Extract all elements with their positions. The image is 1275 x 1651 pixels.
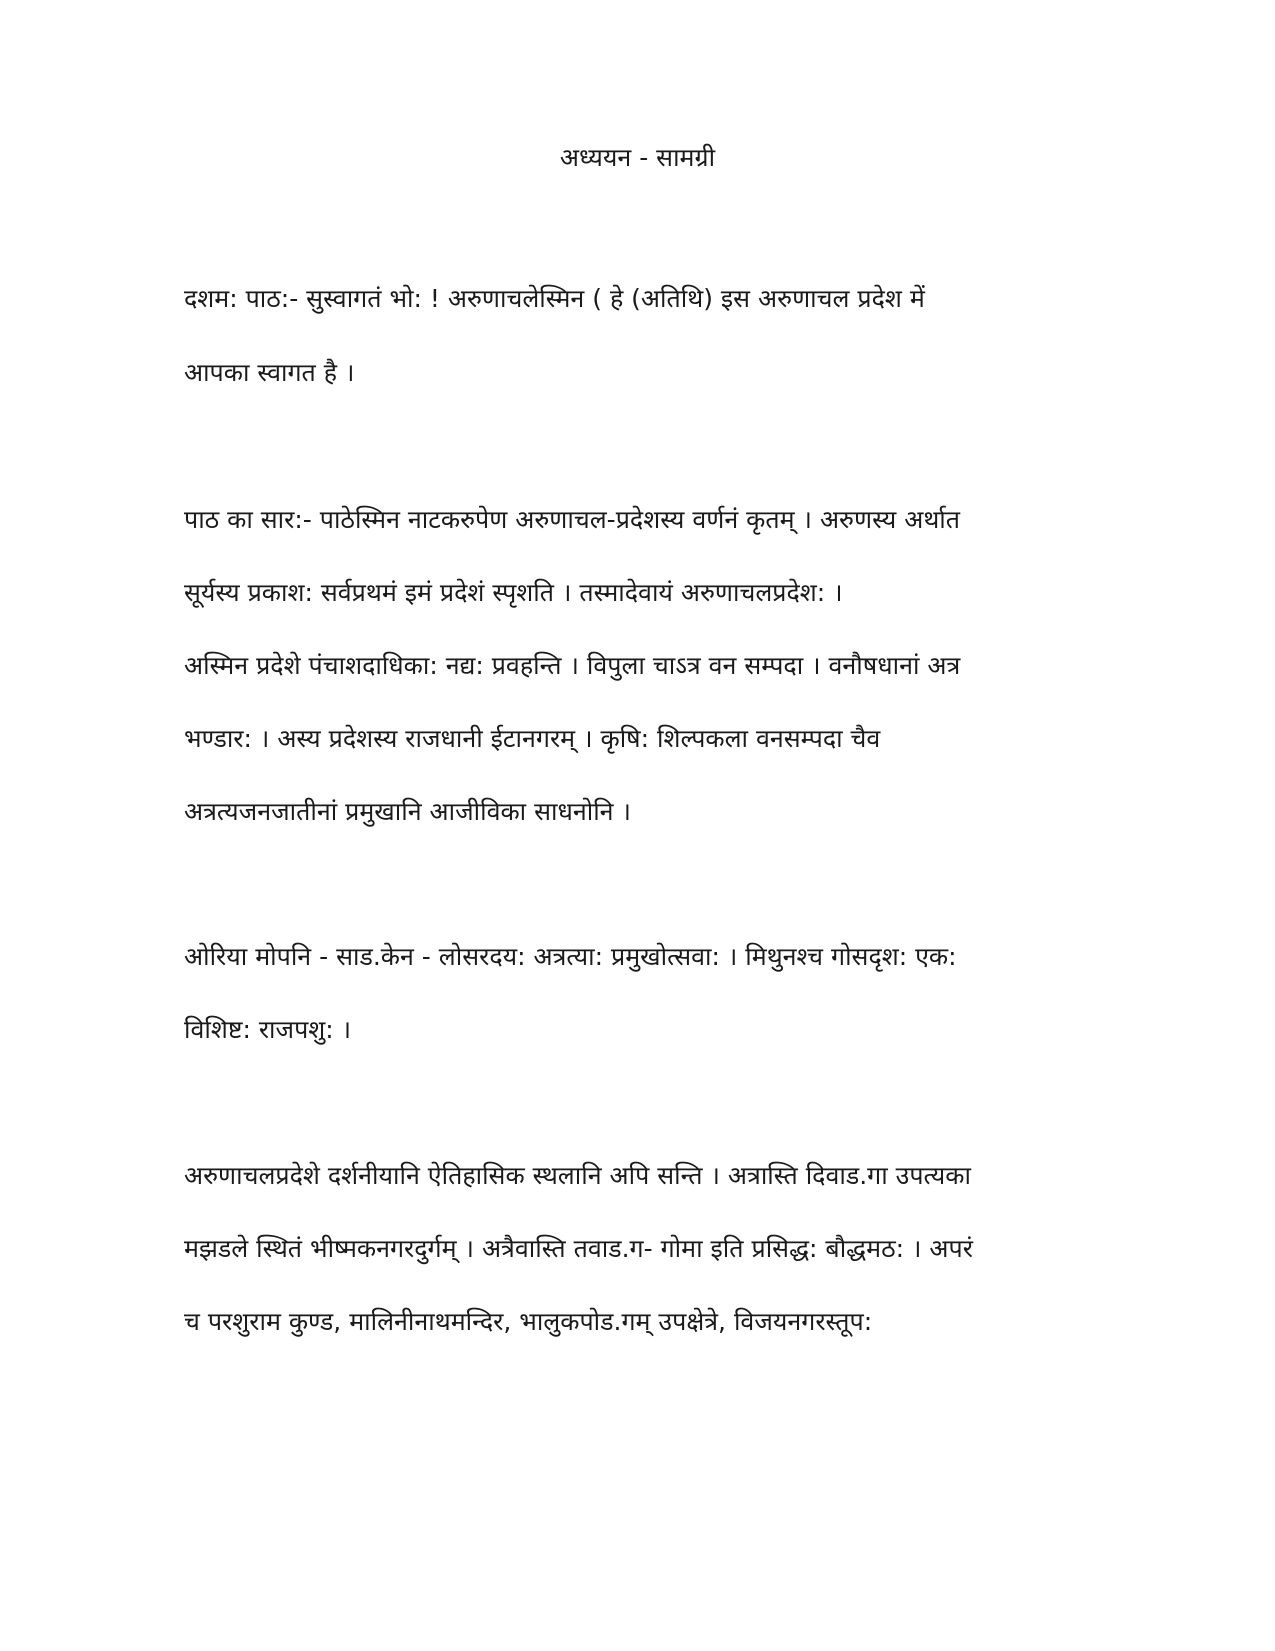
paragraph-2-line-4: भण्डार: । अस्य प्रदेशस्य राजधानी ईटानगरम् । कृषि: शिल्पकला वनसम्पदा चैव	[184, 724, 881, 753]
paragraph-4-line-2: मझडले स्थितं भीष्मकनगरदुर्गम् । अत्रैवास्ति तवाड.ग- गोमा इति प्रसिद्ध: बौद्धमठ: । अपरं	[184, 1234, 973, 1263]
paragraph-2-line-1: पाठ का सार:- पाठेस्मिन नाटकरुपेण अरुणाचल-प्रदेशस्य वर्णनं कृतम् । अरुणस्य अर्थात	[184, 505, 961, 534]
paragraph-3-line-2: विशिष्ट: राजपशु: ।	[184, 1015, 352, 1044]
paragraph-2-line-5: अत्रत्यजनजातीनां प्रमुखानि आजीविका साधनोनि ।	[184, 797, 631, 826]
paragraph-1-line-2: आपका स्वागत है ।	[184, 358, 355, 387]
paragraph-4-line-3: च परशुराम कुण्ड, मालिनीनाथमन्दिर, भालुकपोड.गम् उपक्षेत्रे, विजयनगरस्तूप:	[184, 1307, 873, 1336]
paragraph-3-line-1: ओरिया मोपनि - साड.केन - लोसरदय: अत्रत्या: प्रमुखोत्सवा: । मिथुनश्च गोसदृश: एक:	[184, 942, 957, 971]
paragraph-1-line-1: दशम: पाठ:- सुस्वागतं भो: ! अरुणाचलेस्मिन ( हे (अतिथि) इस अरुणाचल प्रदेश में	[184, 284, 925, 313]
paragraph-4-line-1: अरुणाचलप्रदेशे दर्शनीयानि ऐतिहासिक स्थलानि अपि सन्ति । अत्रास्ति दिवाड.गा उपत्यका	[184, 1161, 971, 1190]
document-title: अध्ययन - सामग्री	[559, 143, 716, 172]
paragraph-2-line-2: सूर्यस्य प्रकाश: सर्वप्रथमं इमं प्रदेशं स्पृशति । तस्मादेवायं अरुणाचलप्रदेश: ।	[184, 578, 843, 607]
paragraph-2-line-3: अस्मिन प्रदेशे पंचाशदाधिका: नद्य: प्रवहन्ति । विपुला चाऽत्र वन सम्पदा । वनौषधानां अत्र	[184, 651, 961, 680]
